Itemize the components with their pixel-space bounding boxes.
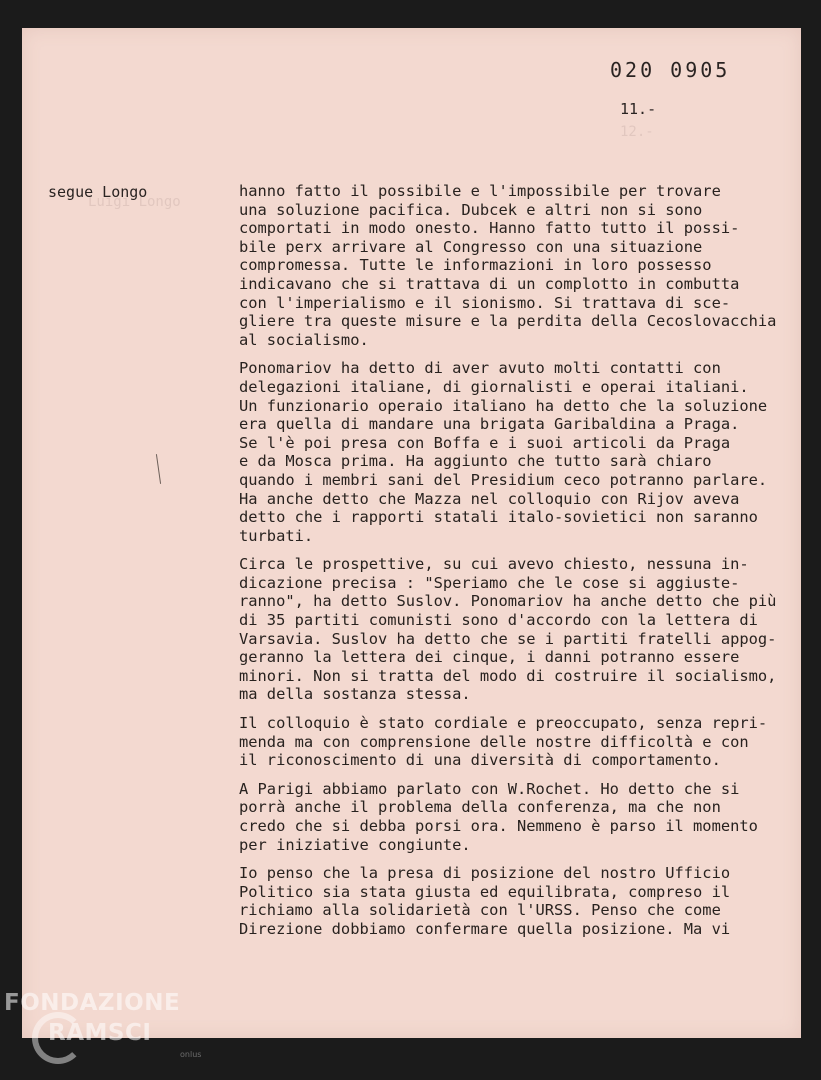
text-line: Io penso che la presa di posizione del nostro Ufficio [239, 864, 731, 883]
text-line: Ponomariov ha detto di aver avuto molti contatti con [239, 359, 721, 378]
page-number: 11.- [620, 100, 657, 118]
body-text [239, 182, 799, 949]
text-line: Se l'è poi presa con Boffa e i suoi articoli da Praga [239, 433, 731, 452]
text-line: richiamo alla solidarietà con l'URSS. Penso che come [239, 901, 721, 920]
text-line: turbati. [239, 526, 314, 545]
text-line: una soluzione pacifica. Dubcek e altri non si sono [239, 200, 703, 219]
text-line: gliere tra queste misure e la perdita della Cecoslovacchia [239, 312, 777, 331]
text-line: menda ma con comprensione delle nostre difficoltà e con [239, 732, 749, 751]
fondazione-gramsci-watermark [4, 990, 204, 1070]
text-line: compromessa. Tutte le informazioni in loro possesso [239, 256, 712, 275]
text-line: geranno la lettera dei cinque, i danni potranno essere [239, 648, 740, 667]
text-line: per iniziative congiunte. [239, 835, 471, 854]
text-line: Ha anche detto che Mazza nel colloquio con Rijov aveva [239, 489, 740, 508]
text-line: il riconoscimento di una diversità di comportamento. [239, 751, 721, 770]
margin-label: segue Longo [48, 183, 148, 201]
text-line: delegazioni italiane, di giornalisti e operai italiani. [239, 377, 749, 396]
watermark-line-1: FONDAZIONE [4, 990, 181, 1016]
paragraph [239, 555, 799, 704]
text-line: di 35 partiti comunisti sono d'accordo con la lettera di [239, 611, 758, 630]
text-line: era quella di mandare una brigata Garibaldina a Praga. [239, 415, 740, 434]
text-line: ranno", ha detto Suslov. Ponomariov ha anche detto che più [239, 592, 777, 611]
text-line: Varsavia. Suslov ha detto che se i partiti fratelli appog- [239, 629, 777, 648]
text-line: A Parigi abbiamo parlato con W.Rochet. Ho detto che si [239, 779, 740, 798]
text-line: quando i membri sani del Presidium ceco potranno parlare. [239, 470, 768, 489]
text-line: Direzione dobbiamo confermare quella posizione. Ma vi [239, 919, 731, 938]
text-line: con l'imperialismo e il sionismo. Si trattava di sce- [239, 293, 731, 312]
archive-number: 020 0905 [610, 58, 731, 82]
text-line: bile perx arrivare al Congresso con una situazione [239, 237, 703, 256]
text-line: Circa le prospettive, su cui avevo chiesto, nessuna in- [239, 555, 749, 574]
paragraph [239, 359, 799, 545]
watermark-suffix: onlus [180, 1050, 202, 1059]
text-line: Politico sia stata giusta ed equilibrata, compreso il [239, 882, 731, 901]
text-line: dicazione precisa : "Speriamo che le cose si aggiuste- [239, 573, 740, 592]
paragraph [239, 780, 799, 854]
text-line: hanno fatto il possibile e l'impossibile per trovare [239, 182, 721, 200]
text-line: detto che i rapporti statali italo-sovietici non saranno [239, 508, 758, 527]
text-line: porrà anche il problema della conferenza, ma che non [239, 798, 721, 817]
watermark-line-2: RAMSCI [48, 1020, 152, 1046]
paragraph [239, 182, 799, 349]
paragraph [239, 714, 799, 770]
text-line: minori. Non si tratta del modo di costruire il socialismo, [239, 666, 777, 685]
paragraph [239, 864, 799, 938]
margin-pencil-mark [156, 454, 161, 484]
text-line: Un funzionario operaio italiano ha detto che la soluzione [239, 396, 768, 415]
bleed-through-text: Luigi Longo [88, 194, 181, 210]
text-line: Il colloquio è stato cordiale e preoccupato, senza repri- [239, 714, 768, 733]
text-line: comportati in modo onesto. Hanno fatto tutto il possi- [239, 219, 740, 238]
text-line: ma della sostanza stessa. [239, 685, 471, 704]
text-line: indicavano che si trattava di un complotto in combutta [239, 274, 740, 293]
bleed-through-text: 12.- [620, 124, 654, 140]
text-line: credo che si debba porsi ora. Nemmeno è parso il momento [239, 817, 758, 835]
text-line: al socialismo. [239, 330, 369, 349]
document-page [22, 28, 801, 1038]
text-line: e da Mosca prima. Ha aggiunto che tutto sarà chiaro [239, 452, 712, 471]
